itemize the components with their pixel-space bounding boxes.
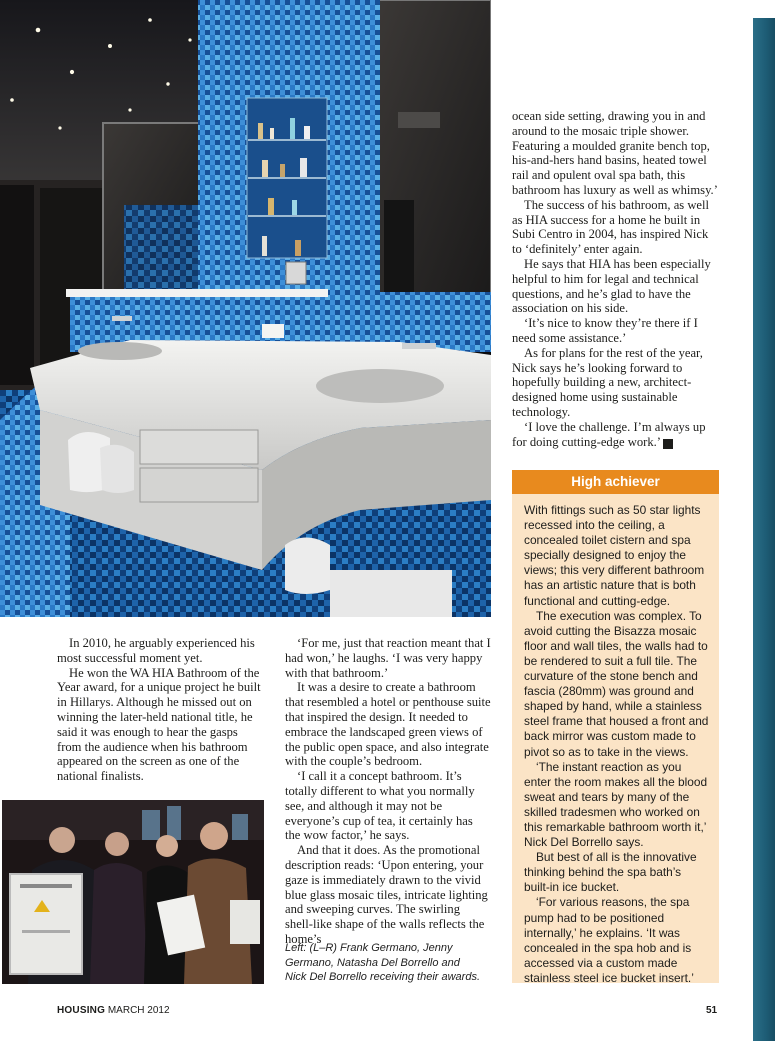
sidebar-box-high-achiever <box>512 470 719 983</box>
article-paragraph: ‘It’s nice to know they’re there if I need some assistance.’ <box>512 316 698 345</box>
sidebar-paragraph: But best of all is the innovative thinking behind the spa bath’s built-in ice bucket. <box>524 850 697 895</box>
sidebar-paragraph: With fittings such as 50 star lights recessed into the ceiling, a concealed toilet cistern and spa specially designed to enjoy the views; this very different bathroom has an artistic nature that is both functional and cutting-edge. <box>524 503 705 608</box>
sidebar-title: High achiever <box>512 470 719 494</box>
article-paragraph: ‘For me, just that reaction meant that I had won,’ he laughs. ‘I was very happy with that bathroom.’ <box>285 636 491 680</box>
sidebar-paragraph: The execution was complex. To avoid cutting the Bisazza mosaic floor and wall tiles, the walls had to be rendered to suit a full tile. The curvature of the stone bench and fascia (280mm) was ground and shaped by hand, while a stainless steel frame that housed a front and back mirror was custom made to pivot so as to take in the views. <box>524 608 709 759</box>
article-paragraph: The success of his bathroom, as well as HIA success for a home he built in Subi Centro in 2004, has inspired Nick to ‘definitely’ enter again. <box>512 197 710 257</box>
article-paragraph: ocean side setting, drawing you in and around to the mosaic triple shower. Featuring a moulded granite bench top, his-and-hers hand basins, heated towel rail and opulent oval spa bath, this bathroom has luxury as well as whimsy.’ <box>512 109 718 197</box>
end-mark-icon: H <box>663 439 673 449</box>
sidebar-body <box>512 494 719 986</box>
article-paragraph: He says that HIA has been especially helpful to him for legal and technical questions, and he’s glad to have the association on his side. <box>512 256 711 316</box>
awards-illustration <box>2 800 264 984</box>
article-final-sentence: ‘I love the challenge. I’m always up for doing cutting-edge work.’ <box>512 419 706 449</box>
article-paragraph: It was a desire to create a bathroom that resembled a hotel or penthouse suite that inspired the design. It needed to embrace the landscaped green views of the public open space, and also integrate with the couple’s bedroom. <box>285 680 491 769</box>
bathroom-illustration <box>0 0 491 617</box>
article-paragraph <box>512 420 719 450</box>
article-column-1 <box>57 636 265 784</box>
footer-magazine-issue <box>57 1005 170 1016</box>
magazine-name: HOUSING <box>57 1005 106 1016</box>
article-paragraph: In 2010, he arguably experienced his most successful moment yet. <box>57 636 255 665</box>
page-edge-gap <box>753 0 775 18</box>
article-paragraph: As for plans for the rest of the year, Nick says he’s looking forward to hopefully building a new, architect-designed home using sustainable technology. <box>512 345 703 419</box>
article-column-3 <box>512 109 719 449</box>
sidebar-paragraph: ‘For various reasons, the spa pump had to be positioned internally,’ he explains. ‘It was concealed in the spa hob and is accessed via a custom made stainless steel ice bucket insert.’ <box>524 895 694 985</box>
issue-date: MARCH 2012 <box>105 1005 170 1016</box>
sidebar-paragraph: ‘The instant reaction as you enter the room makes all the blood sweat and tears by many of the skilled tradesmen who worked on this remarkable bathroom worth it,’ Nick Del Borrello says. <box>524 759 708 850</box>
article-paragraph: He won the WA HIA Bathroom of the Year award, for a unique project he built in Hillarys. Although he missed out on winning the later-held national title, he said it was enough to hear the gasps from the audience when his bathroom appeared on the screen as one of the national finalists. <box>57 665 261 784</box>
article-paragraph: And that it does. As the promotional description reads: ‘Upon entering, your gaze is immediately drawn to the vivid blue glass mosaic tiles, intricate lighting and sweeping curves. The swirling shell-like shape of the walls reflects the home’s <box>285 843 488 946</box>
page-number: 51 <box>706 1005 718 1016</box>
page-edge-bar <box>753 0 775 1041</box>
photo-caption: Left: (L–R) Frank Germano, Jenny Germano, Natasha Del Borrello and Nick Del Borrello receiving their awards. <box>285 942 481 983</box>
awards-photo <box>2 800 264 984</box>
article-paragraph: ‘I call it a concept bathroom. It’s totally different to what you normally see, and although it may not be everyone’s cup of tea, it certainly has the wow factor,’ he says. <box>285 769 475 843</box>
article-column-2 <box>285 636 491 947</box>
bathroom-photo <box>0 0 491 617</box>
